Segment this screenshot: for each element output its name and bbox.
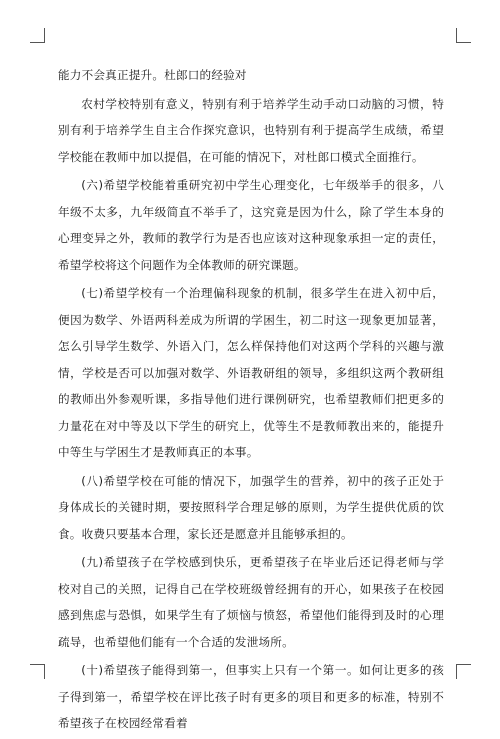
paragraph-rural-schools: 农村学校特别有意义，特别有利于培养学生动手动口动脑的习惯，特别有利于培养学生自主合作探究意识，也特别有利于提高学生成绩，希望学校能在教师中加以提倡，在可能的情况下，对杜郎口模式全面推行。 xyxy=(58,96,444,164)
paragraph-item-6: (六)希望学校能着重研究初中学生心理变化，七年级举手的很多，八年级不太多，九年级简直不举手了，这究竟是因为什么，除了学生本身的心理变异之外，教师的教学行为是否也应该对这种现象承担一定的责任，希望学校将这个问题作为全体教师的研究课题。 xyxy=(58,178,444,272)
crop-mark-top-left xyxy=(30,28,45,43)
crop-mark-bottom-right xyxy=(456,664,471,679)
paragraph-item-8: (八)希望学校在可能的情况下，加强学生的营养，初中的孩子正处于身体成长的关键时期，要按照科学合理足够的原则，为学生提供优质的饮食。收费只要基本合理，家长还是愿意并且能够承担的。 xyxy=(58,473,444,541)
crop-mark-top-right xyxy=(456,28,471,43)
paragraph-item-7: (七)希望学校有一个治理偏科现象的机制，很多学生在进入初中后，便因为数学、外语两科差成为所谓的学困生，初二时这一现象更加显著，怎么引导学生数学、外语入门，怎么样保持他们对这两个学科的兴趣与激情，学校是否可以加强对数学、外语教研组的领导，多组织这两个教研组的教师出外参观听课，多指导他们进行课例研究，也希望教师们把更多的力量花在对中等及以下学生的研究上，优等生不是教师教出来的，能提升中等生与学困生才是教师真正的本事。 xyxy=(58,286,444,459)
paragraph-continuation: 能力不会真正提升。杜郎口的经验对 xyxy=(58,68,247,82)
paragraph-item-9: (九)希望孩子在学校感到快乐，更希望孩子在毕业后还记得老师与学校对自己的关照，记得自己在学校班级曾经拥有的开心，如果孩子在校园感到焦虑与恐惧，如果学生有了烦恼与愤怒，希望他们能得到及时的心理疏导，也希望他们能有一个合适的发泄场所。 xyxy=(58,555,444,649)
paragraph-item-10: (十)希望孩子能得到第一，但事实上只有一个第一。如何让更多的孩子得到第一，希望学校在评比孩子时有更多的项目和更多的标准，特别不希望孩子在校园经常看着 xyxy=(58,663,444,730)
document-body xyxy=(58,62,444,739)
crop-mark-bottom-left xyxy=(30,664,45,679)
